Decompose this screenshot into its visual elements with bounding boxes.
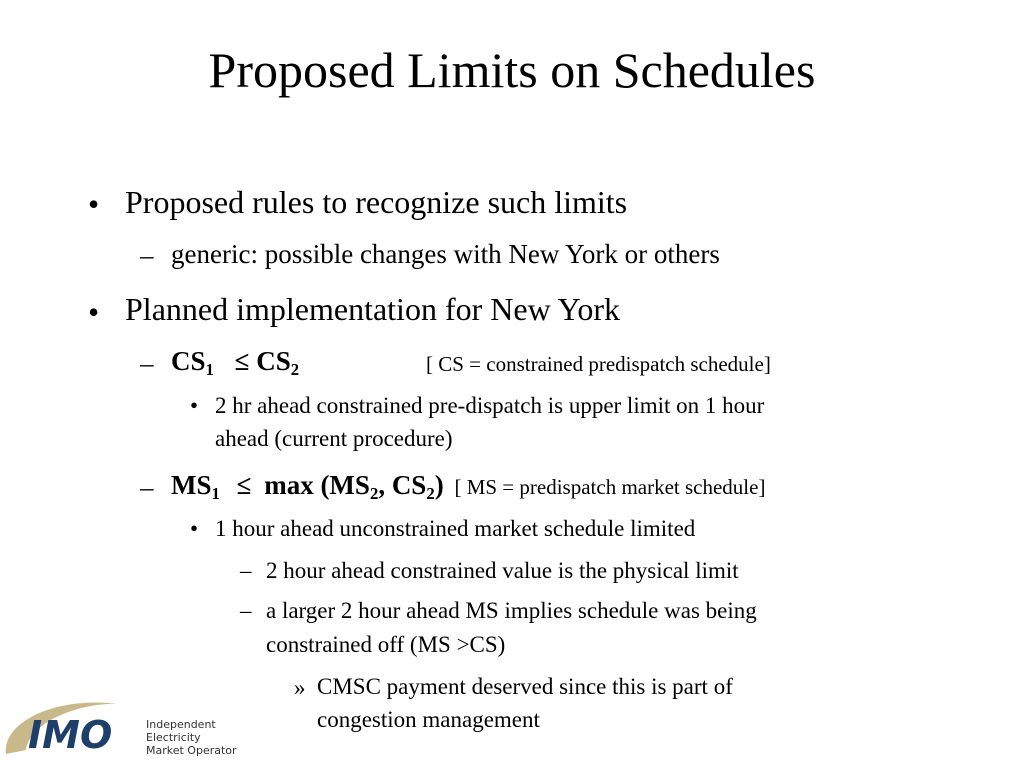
cs-rhs-sub: 2 (290, 360, 300, 380)
dash-marker: – (140, 472, 154, 502)
bullet-marker: • (190, 393, 199, 418)
level4-physical-limit: 2 hour ahead constrained value is the physical limit (266, 558, 739, 583)
dash-marker: – (240, 598, 252, 623)
ms-arg1-sub: 2 (369, 484, 379, 504)
bullet-proposed-rules: Proposed rules to recognize such limits (125, 184, 628, 220)
bullet-planned-implementation: Planned implementation for New York (125, 291, 621, 327)
logo-line1: Independent (146, 718, 216, 731)
ms-definition-note: [ MS = predispatch market schedule] (454, 475, 766, 499)
cs-definition-note: [ CS = constrained predispatch schedule] (426, 352, 771, 376)
ms-lhs-sub: 1 (211, 484, 220, 504)
logo-line2: Electricity (146, 731, 201, 744)
ms-arg2-sub: 2 (426, 484, 435, 504)
ms-lhs: MS (171, 470, 212, 500)
leq-symbol: ≤ (234, 346, 250, 376)
imo-logo-graphic (0, 690, 260, 768)
chevron-marker: » (294, 675, 306, 700)
ms-mid: , CS (378, 470, 427, 500)
dash-marker: – (240, 558, 252, 583)
bullet-marker: • (190, 516, 199, 541)
subsubbullet-market-schedule-limited: 1 hour ahead unconstrained market schedule limited (215, 516, 696, 541)
slide-title: Proposed Limits on Schedules (208, 42, 816, 98)
bullet-marker: • (88, 294, 100, 330)
subsubbullet-upper-limit-line1: 2 hr ahead constrained pre-dispatch is upper limit on 1 hour (215, 393, 765, 418)
cs-formula (171, 345, 299, 381)
ms-close: ) (434, 470, 444, 500)
level4-constrained-off-line2: constrained off (MS >CS) (266, 632, 506, 657)
cs-rhs: CS (256, 346, 291, 376)
bullet-marker: • (88, 186, 100, 222)
logo-line3: Market Operator (146, 744, 237, 757)
level4-constrained-off-line1: a larger 2 hour ahead MS implies schedule was being (266, 598, 757, 623)
level5-cmsc-line1: CMSC payment deserved since this is part of (317, 674, 733, 699)
cs-lhs: CS (171, 346, 206, 376)
ms-formula (171, 469, 765, 505)
level5-cmsc-line2: congestion management (317, 707, 540, 732)
imo-logo (0, 690, 260, 768)
subbullet-generic: generic: possible changes with New York or others (171, 239, 720, 269)
cs-lhs-sub: 1 (205, 360, 214, 380)
dash-marker: – (140, 348, 154, 378)
subsubbullet-upper-limit-line2: ahead (current procedure) (215, 426, 453, 451)
dash-marker: – (140, 240, 154, 270)
ms-max-func: max (MS (264, 470, 370, 500)
logo-mark: IMO (28, 713, 113, 757)
leq-symbol: ≤ (236, 470, 252, 500)
